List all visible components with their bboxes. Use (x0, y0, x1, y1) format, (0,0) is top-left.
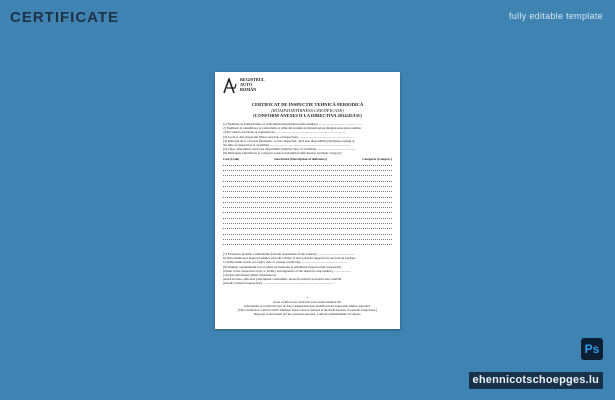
form-line: (1) Numărul de înmatriculare al vehiculului (Registration plate number) .................................................... (223, 122, 362, 126)
logo (223, 78, 265, 94)
form-fields-lower (223, 252, 392, 286)
form-line: the time of inspection, if available) ................................................................................................. (223, 143, 350, 148)
table-row (223, 240, 392, 245)
footnote: Acest certificat este valabil în toate statele membre UE. Informațiile se verifică în baza de date a Registrului Auto Român privind inspecțiile tehnice periodice. (This certificate is valid in all EU Member States. Data is checked in the RAR database of periodic inspections.) Inspecția se efectuează de către personal autorizat, conform reglementărilor în vigoare. (237, 300, 377, 316)
form-line: (10) Alte informații (Other information) (223, 273, 276, 278)
form-line: periodic technical inspection) ...................................................................................... (223, 281, 334, 286)
page-subtitle: fully editable template (509, 11, 603, 21)
certificate-preview (215, 72, 400, 329)
logo-text: REGISTRUL AUTO ROMÂN (240, 77, 265, 92)
form-line: (6) Deficiențe identificate și categoria acestora (Identified deficiencies and their category) (223, 151, 342, 156)
form-line: (3) Locul și data inspecției (Place and date of inspection) ................................................................. (223, 134, 353, 139)
form-fields (223, 122, 392, 245)
document-title: CERTIFICAT DE INSPECȚIE TEHNICĂ PERIODICĂ (ROADWORTHINESS CERTIFICATE) [CONFORM ANEXEI II LA DIRECTIVA 2014/45/UE] (251, 102, 364, 119)
form-line: a certificatului curent (or expiry date of current certificate) ........................................................ (223, 260, 348, 265)
form-line: (4) Indicația de la contorul kilometric, la data inspecției, dacă este disponibilă (Odometer reading at (223, 138, 355, 143)
form-line: 8) Data următoarei inspecții tehnice periodice (Date of next periodic inspection) sau data de expirare (223, 256, 356, 261)
watermark: ehennicotschoepges.lu (469, 372, 603, 389)
separator-mark: * (306, 296, 309, 300)
form-line: pentru în baza, aplicarea principiului confirmării, inspecția tehnică periodică este valabilă (223, 277, 342, 282)
deficiency-table (223, 161, 392, 245)
form-line: (Name of the inspection body or facility and signature of the inspector responsible) ..................... (223, 268, 351, 273)
form-line: (5) Clasa vehiculului, dacă este disponibilă (Vehicle class, if available) ............................................... (223, 147, 356, 152)
rar-logo-icon (223, 78, 237, 94)
photoshop-icon: Ps (581, 338, 603, 360)
form-line: 2) Numărul de identificare al vehiculului și simbolul statului de înmatriculare (Registration plate number (223, 126, 362, 131)
deficiency-table-header: Cod (Code) Descrierea (Description of deficiency) Categorie (Category) (223, 156, 392, 161)
form-line: (9) Numele organismului sau al stației de inspecție și semnătura inspectorului responsabil (223, 264, 342, 269)
form-line: of the vehicle and State of registration) ...................................................................................... (223, 130, 347, 135)
form-line: (7) Evaluarea globală a vehiculului (Overall assessment of the vehicle) ............................................. (223, 252, 355, 256)
page-title: CERTIFICATE (10, 9, 120, 26)
